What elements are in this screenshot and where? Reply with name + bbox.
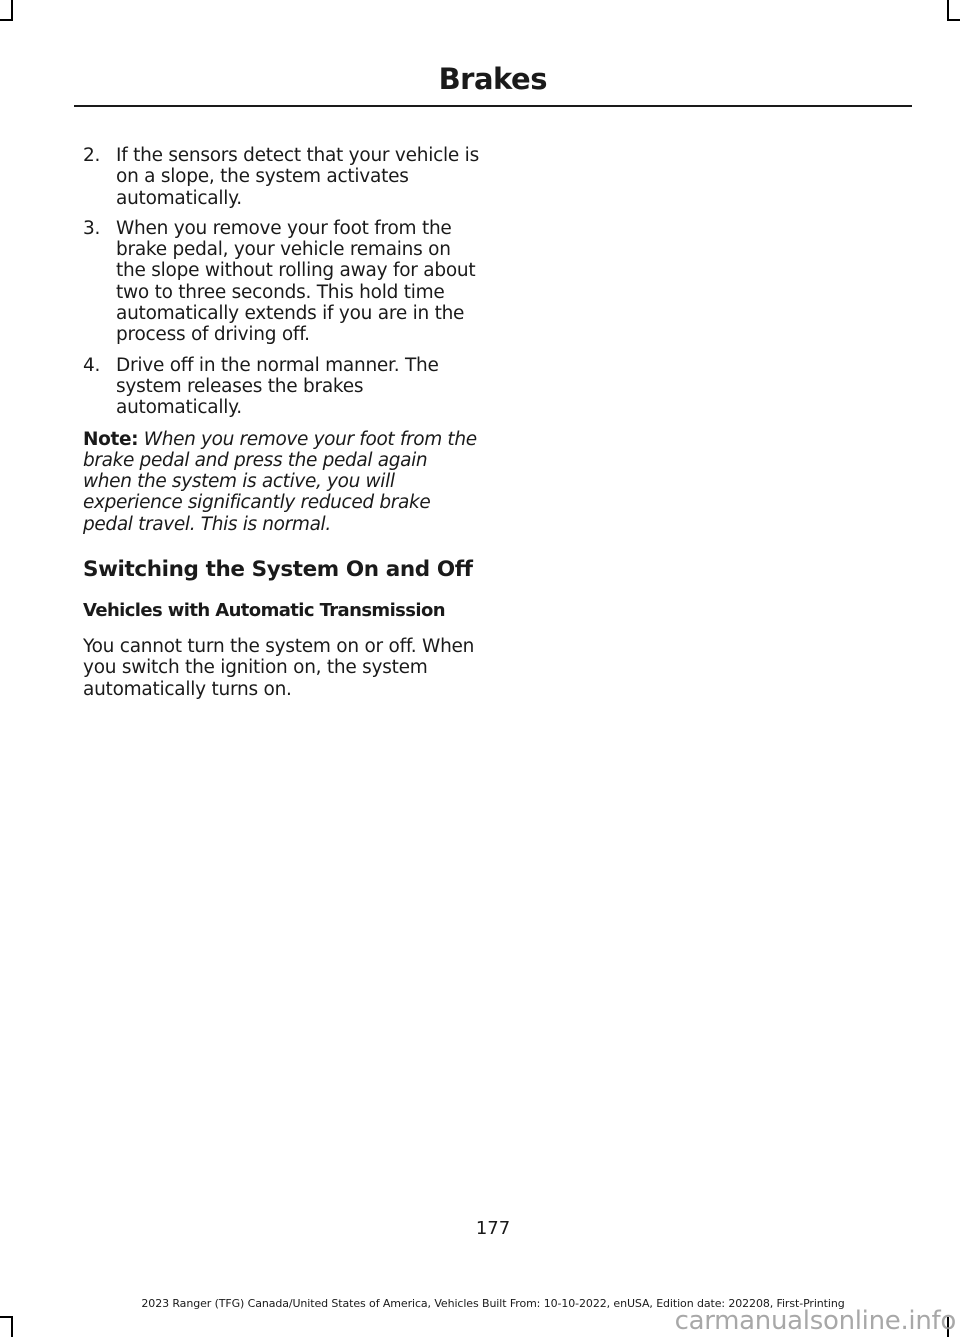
- step-text: If the sensors detect that your vehicle is on a slope, the system activates automatically.: [116, 145, 479, 209]
- list-item: [83, 218, 479, 346]
- watermark: carmanualsonline.info: [674, 1306, 956, 1336]
- subsection-heading: Vehicles with Automatic Transmission: [83, 600, 445, 622]
- crop-mark-bottom-left-vertical: [11, 1317, 13, 1337]
- crop-mark-top-left-vertical: [11, 0, 13, 20]
- note-text: When you remove your foot from the brake pedal and press the pedal again when the system is active, you will experience significantly reduced brake pedal travel. This is normal.: [83, 428, 477, 535]
- note-label: Note:: [83, 428, 139, 450]
- crop-mark-top-right-vertical: [947, 0, 949, 20]
- step-number: 4.: [83, 354, 101, 376]
- list-item: [83, 355, 479, 419]
- step-number: 2.: [83, 145, 101, 166]
- steps-list: [83, 145, 479, 419]
- crop-mark-top-left-horizontal: [0, 19, 13, 21]
- crop-mark-bottom-left-horizontal: [0, 1316, 13, 1318]
- list-item: [83, 145, 479, 209]
- step-number: 3.: [83, 217, 101, 239]
- crop-mark-top-right-horizontal: [947, 19, 960, 21]
- body-paragraph: You cannot turn the system on or off. When you switch the ignition on, the system automatically turns on.: [83, 636, 475, 700]
- step-text: Drive off in the normal manner. The system releases the brakes automatically.: [116, 354, 439, 419]
- edition-footer: 2023 Ranger (TFG) Canada/United States of America, Vehicles Built From: 10-10-2022, enUSA, Edition date: 202208, First-Printing: [141, 1297, 845, 1310]
- section-heading: Switching the System On and Off: [83, 557, 473, 583]
- step-text: When you remove your foot from the brake pedal, your vehicle remains on the slope without rolling away for about two to three seconds. This hold time automatically extends if you are in the process of driving off.: [116, 217, 476, 346]
- main-content: [83, 145, 479, 700]
- page-number: 177: [475, 1218, 511, 1239]
- note: [83, 429, 479, 535]
- page-title: Brakes: [438, 62, 547, 96]
- header-divider: [74, 105, 912, 107]
